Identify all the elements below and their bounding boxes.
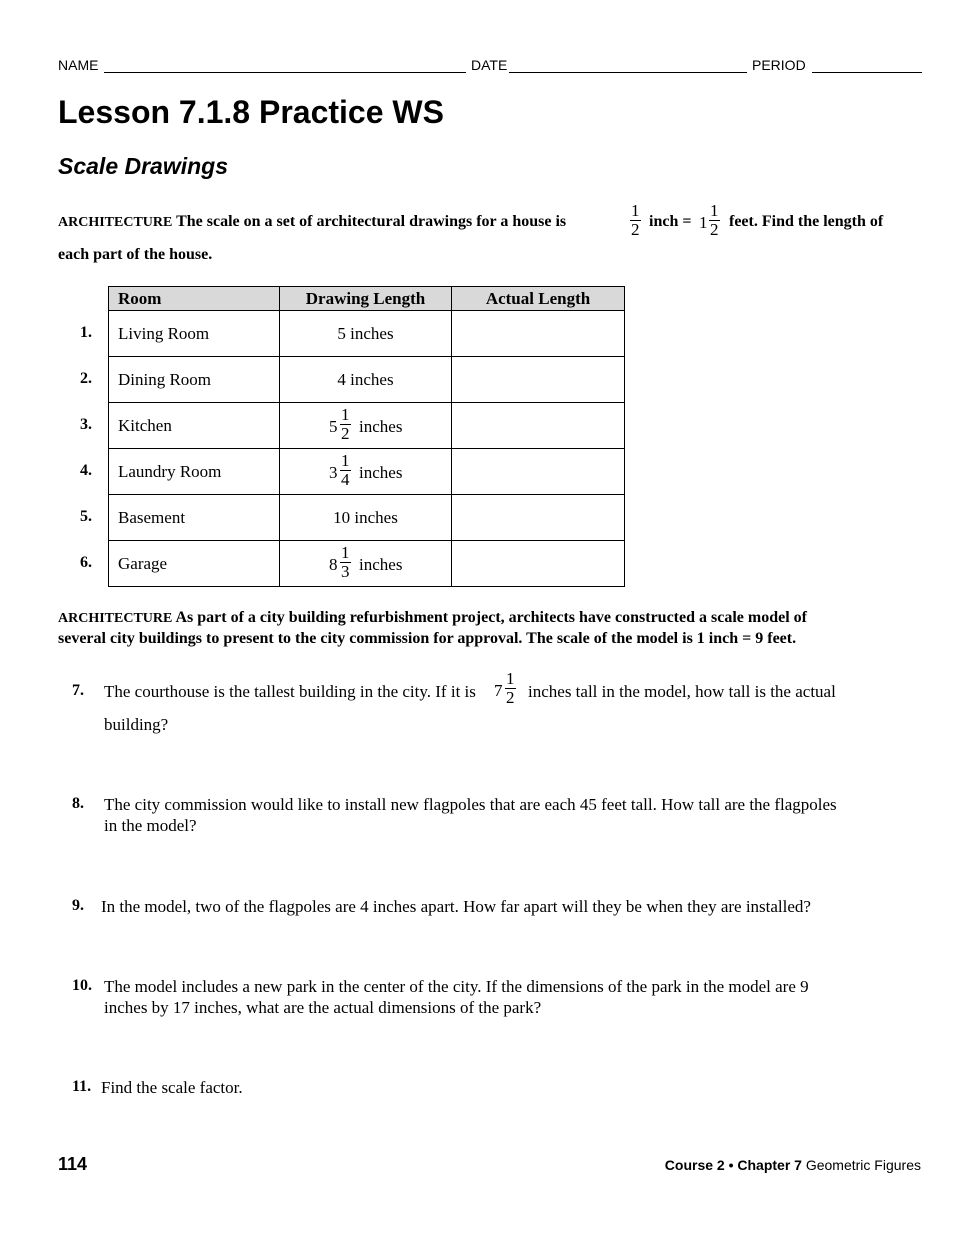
question-text: building? — [104, 715, 169, 734]
rooms-table — [108, 286, 625, 587]
question-whole: 7 — [494, 681, 503, 700]
row-number: 6. — [80, 554, 92, 571]
header-actual-length: Actual Length — [452, 287, 625, 311]
section1-text-before: The scale on a set of architectural drawings for a house is — [176, 213, 567, 230]
drawing-whole: 5 — [329, 417, 338, 436]
date-label: DATE — [471, 57, 508, 73]
actual-length-answer-cell[interactable] — [452, 403, 625, 449]
scale-right-fraction: $\frac{1}{2}$ — [710, 201, 719, 239]
table-row — [109, 541, 625, 587]
drawing-unit: inches — [359, 555, 403, 574]
page-number: 114 — [58, 1154, 88, 1174]
drawing-length-cell — [280, 449, 452, 495]
question-number: 9. — [72, 897, 84, 914]
page-subtitle: Scale Drawings — [58, 153, 229, 179]
question-text: In the model, two of the flagpoles are 4 inches apart. How far apart will they be when they are installed? — [101, 897, 811, 916]
drawing-length-cell: 4 inches — [280, 357, 452, 403]
section1-intro-line2: each part of the house. — [58, 246, 213, 263]
period-label: PERIOD — [752, 57, 806, 73]
question-text: in the model? — [104, 816, 197, 835]
question-text: Find the scale factor. — [101, 1078, 243, 1097]
table-header-row — [109, 287, 625, 311]
page-title: Lesson 7.1.8 Practice WS — [58, 94, 444, 130]
drawing-whole: 8 — [329, 555, 338, 574]
actual-length-answer-cell[interactable] — [452, 311, 625, 357]
name-blank[interactable] — [104, 72, 466, 73]
header-drawing-length: Drawing Length — [280, 287, 452, 311]
row-number: 5. — [80, 508, 92, 525]
question-text: The city commission would like to install new flagpoles that are each 45 feet tall. How tall are the flagpoles — [104, 795, 837, 814]
drawing-unit: inches — [359, 417, 403, 436]
drawing-fraction: $\frac{1}{4}$ — [341, 451, 350, 489]
drawing-length-cell — [280, 403, 452, 449]
section1-text-after: feet. Find the length of — [729, 213, 884, 230]
row-number: 4. — [80, 462, 92, 479]
question-number: 10. — [72, 977, 92, 994]
room-cell: Kitchen — [109, 403, 280, 449]
period-blank[interactable] — [812, 72, 922, 73]
table-row — [109, 357, 625, 403]
row-number: 2. — [80, 370, 92, 387]
room-cell: Laundry Room — [109, 449, 280, 495]
section1-tag: ARCHITECTURE — [58, 215, 173, 230]
chapter-title: Geometric Figures — [805, 1157, 921, 1173]
scale-right-whole: 1 — [699, 213, 708, 232]
course-footer — [540, 1157, 921, 1173]
drawing-whole: 3 — [329, 463, 338, 482]
drawing-length-cell — [280, 541, 452, 587]
room-cell: Living Room — [109, 311, 280, 357]
question-text: The model includes a new park in the center of the city. If the dimensions of the park in the model are 9 — [104, 977, 809, 996]
row-number: 1. — [80, 324, 92, 341]
drawing-length-cell: 5 inches — [280, 311, 452, 357]
name-label: NAME — [58, 57, 99, 73]
question-text: inches tall in the model, how tall is the actual — [528, 682, 836, 701]
section1-intro-line1 — [58, 213, 566, 231]
date-blank[interactable] — [509, 72, 747, 73]
section1-text-mid: inch = — [649, 213, 692, 230]
question-text: The courthouse is the tallest building in the city. If it is — [104, 682, 476, 701]
section2-tag: ARCHITECTURE — [58, 611, 173, 626]
drawing-fraction: $\frac{1}{3}$ — [341, 543, 350, 581]
row-number: 3. — [80, 416, 92, 433]
table-row — [109, 449, 625, 495]
actual-length-answer-cell[interactable] — [452, 357, 625, 403]
actual-length-answer-cell[interactable] — [452, 495, 625, 541]
room-cell: Garage — [109, 541, 280, 587]
table-row — [109, 495, 625, 541]
room-cell: Basement — [109, 495, 280, 541]
question-fraction: $\frac{1}{2}$ — [506, 669, 515, 707]
scale-left-fraction: $\frac{1}{2}$ — [631, 201, 640, 239]
course-label: Course 2 • Chapter 7 — [664, 1157, 802, 1173]
drawing-length-cell: 10 inches — [280, 495, 452, 541]
table-row — [109, 311, 625, 357]
section2-line2: several city buildings to present to the city commission for approval. The scale of the model is 1 inch = 9 feet. — [58, 630, 797, 647]
question-number: 7. — [72, 682, 84, 699]
question-text: inches by 17 inches, what are the actual dimensions of the park? — [104, 998, 542, 1017]
header-room: Room — [109, 287, 280, 311]
question-number: 8. — [72, 795, 84, 812]
room-cell: Dining Room — [109, 357, 280, 403]
drawing-unit: inches — [359, 463, 403, 482]
actual-length-answer-cell[interactable] — [452, 449, 625, 495]
student-info-header — [58, 57, 922, 77]
table-row — [109, 403, 625, 449]
question-number: 11. — [72, 1078, 92, 1095]
drawing-fraction: $\frac{1}{2}$ — [341, 405, 350, 443]
section2-line1: ARCHITECTURE As part of a city building refurbishment project, architects have constructed a scale model of — [58, 609, 807, 626]
section2-intro — [58, 608, 928, 649]
actual-length-answer-cell[interactable] — [452, 541, 625, 587]
